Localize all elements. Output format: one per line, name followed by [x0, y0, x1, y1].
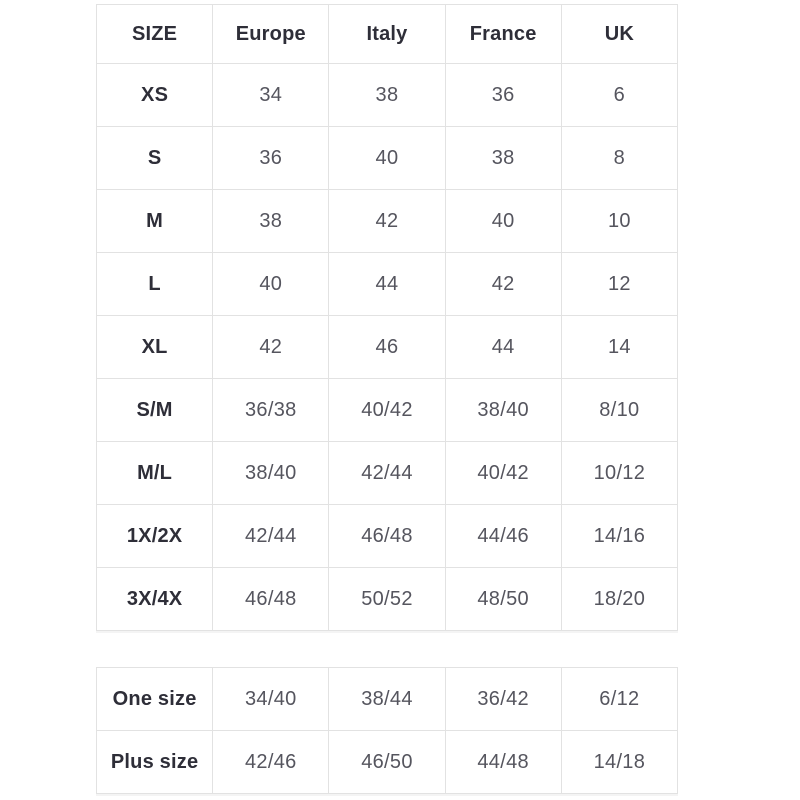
size-value-cell: 10/12 [561, 442, 677, 505]
size-value-cell: 46/48 [213, 568, 329, 631]
size-value-cell: 44 [329, 253, 445, 316]
size-value-cell: 8 [561, 127, 677, 190]
size-value-cell: 38 [445, 127, 561, 190]
size-value-cell: 42/46 [213, 731, 329, 794]
size-value-cell: 14/18 [561, 731, 677, 794]
size-conversion-table [96, 4, 678, 631]
size-value-cell: 12 [561, 253, 677, 316]
special-sizes-table [96, 667, 678, 794]
size-value-cell: 40 [213, 253, 329, 316]
size-value-cell: 14 [561, 316, 677, 379]
size-label-cell: Plus size [97, 731, 213, 794]
size-value-cell: 46/50 [329, 731, 445, 794]
size-value-cell: 42/44 [213, 505, 329, 568]
size-value-cell: 36 [213, 127, 329, 190]
size-value-cell: 38 [213, 190, 329, 253]
table-row [97, 731, 678, 794]
table-row [97, 568, 678, 631]
table-row [97, 442, 678, 505]
size-value-cell: 46/48 [329, 505, 445, 568]
size-value-cell: 42 [445, 253, 561, 316]
size-value-cell: 14/16 [561, 505, 677, 568]
column-header: France [445, 5, 561, 64]
column-header: UK [561, 5, 677, 64]
column-header: SIZE [97, 5, 213, 64]
size-label-cell: L [97, 253, 213, 316]
size-value-cell: 46 [329, 316, 445, 379]
size-value-cell: 38/40 [445, 379, 561, 442]
size-value-cell: 6 [561, 64, 677, 127]
size-value-cell: 38/40 [213, 442, 329, 505]
size-label-cell: One size [97, 668, 213, 731]
table-row [97, 190, 678, 253]
size-value-cell: 8/10 [561, 379, 677, 442]
size-chart-section [96, 4, 678, 794]
size-value-cell: 38/44 [329, 668, 445, 731]
size-value-cell: 40 [445, 190, 561, 253]
size-value-cell: 42/44 [329, 442, 445, 505]
size-label-cell: XL [97, 316, 213, 379]
size-value-cell: 40/42 [329, 379, 445, 442]
size-value-cell: 50/52 [329, 568, 445, 631]
column-header: Europe [213, 5, 329, 64]
size-value-cell: 34 [213, 64, 329, 127]
size-value-cell: 42 [329, 190, 445, 253]
size-value-cell: 42 [213, 316, 329, 379]
size-label-cell: S/M [97, 379, 213, 442]
header-row [97, 5, 678, 64]
size-value-cell: 44 [445, 316, 561, 379]
table-row [97, 379, 678, 442]
size-label-cell: XS [97, 64, 213, 127]
size-label-cell: M/L [97, 442, 213, 505]
size-value-cell: 40/42 [445, 442, 561, 505]
size-label-cell: M [97, 190, 213, 253]
table-row [97, 64, 678, 127]
size-label-cell: 1X/2X [97, 505, 213, 568]
size-value-cell: 44/48 [445, 731, 561, 794]
size-value-cell: 44/46 [445, 505, 561, 568]
table-row [97, 127, 678, 190]
size-value-cell: 36 [445, 64, 561, 127]
column-header: Italy [329, 5, 445, 64]
size-value-cell: 10 [561, 190, 677, 253]
table-row [97, 316, 678, 379]
size-label-cell: S [97, 127, 213, 190]
size-value-cell: 36/42 [445, 668, 561, 731]
size-value-cell: 6/12 [561, 668, 677, 731]
size-value-cell: 40 [329, 127, 445, 190]
table-row [97, 668, 678, 731]
size-value-cell: 34/40 [213, 668, 329, 731]
size-label-cell: 3X/4X [97, 568, 213, 631]
table-row [97, 253, 678, 316]
size-value-cell: 38 [329, 64, 445, 127]
size-value-cell: 36/38 [213, 379, 329, 442]
table-row [97, 505, 678, 568]
size-value-cell: 18/20 [561, 568, 677, 631]
size-value-cell: 48/50 [445, 568, 561, 631]
